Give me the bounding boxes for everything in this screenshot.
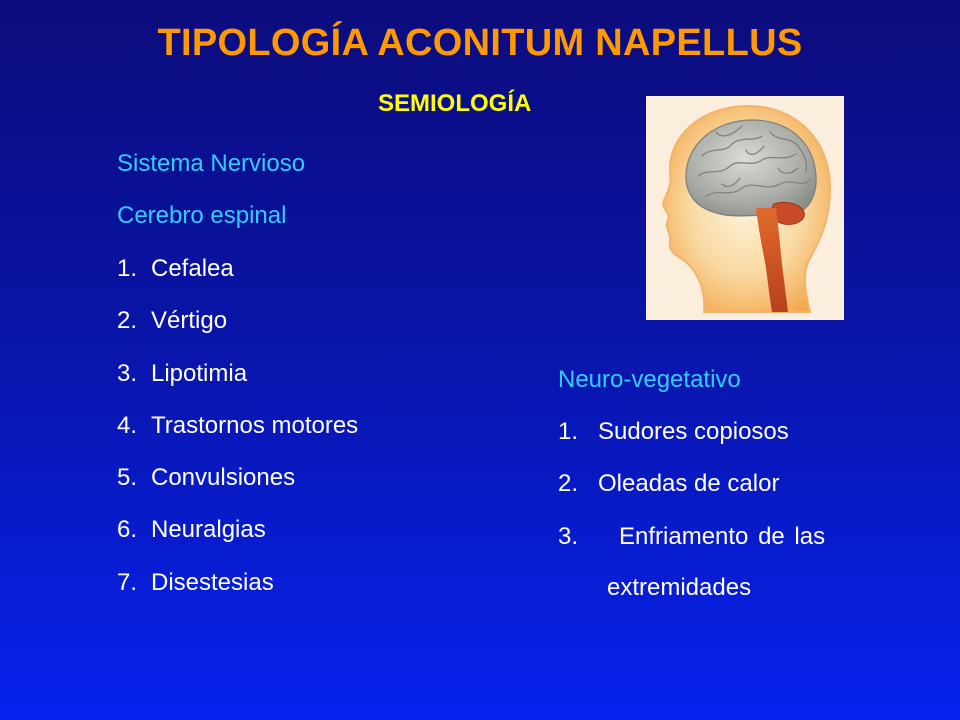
list-text: Enfriamento de las (619, 522, 826, 550)
list-number: 1. (558, 418, 579, 445)
list-number: 7. (117, 568, 138, 596)
list-text: Neuralgias (151, 516, 266, 544)
heading-neuro-vegetativo: Neuro-vegetativo (558, 366, 741, 393)
brain-head-profile-icon (646, 96, 844, 320)
list-text: Cefalea (151, 255, 234, 282)
list-text: Sudores copiosos (598, 418, 789, 445)
list-number: 1. (117, 255, 138, 282)
list-text: Disestesias (151, 568, 274, 596)
list-number: 5. (117, 464, 138, 492)
list-item-continuation: extremidades (607, 574, 752, 601)
slide-title: TIPOLOGÍA ACONITUM NAPELLUS (157, 22, 803, 64)
list-number: 2. (117, 307, 138, 335)
slide-subtitle: SEMIOLOGÍA (378, 90, 532, 117)
list-text: Lipotimia (151, 359, 248, 387)
list-number: 3. (558, 522, 579, 550)
list-number: 2. (558, 470, 579, 498)
heading-sistema-nervioso: Sistema Nervioso (117, 150, 306, 177)
list-number: 3. (117, 359, 138, 387)
list-number: 6. (117, 516, 138, 544)
list-text: Oleadas de calor (598, 470, 780, 498)
list-text: Trastornos motores (151, 411, 359, 439)
list-number: 4. (117, 411, 138, 439)
list-text: Convulsiones (151, 464, 296, 492)
list-text: Vértigo (151, 307, 228, 335)
heading-cerebro-espinal: Cerebro espinal (117, 202, 287, 229)
